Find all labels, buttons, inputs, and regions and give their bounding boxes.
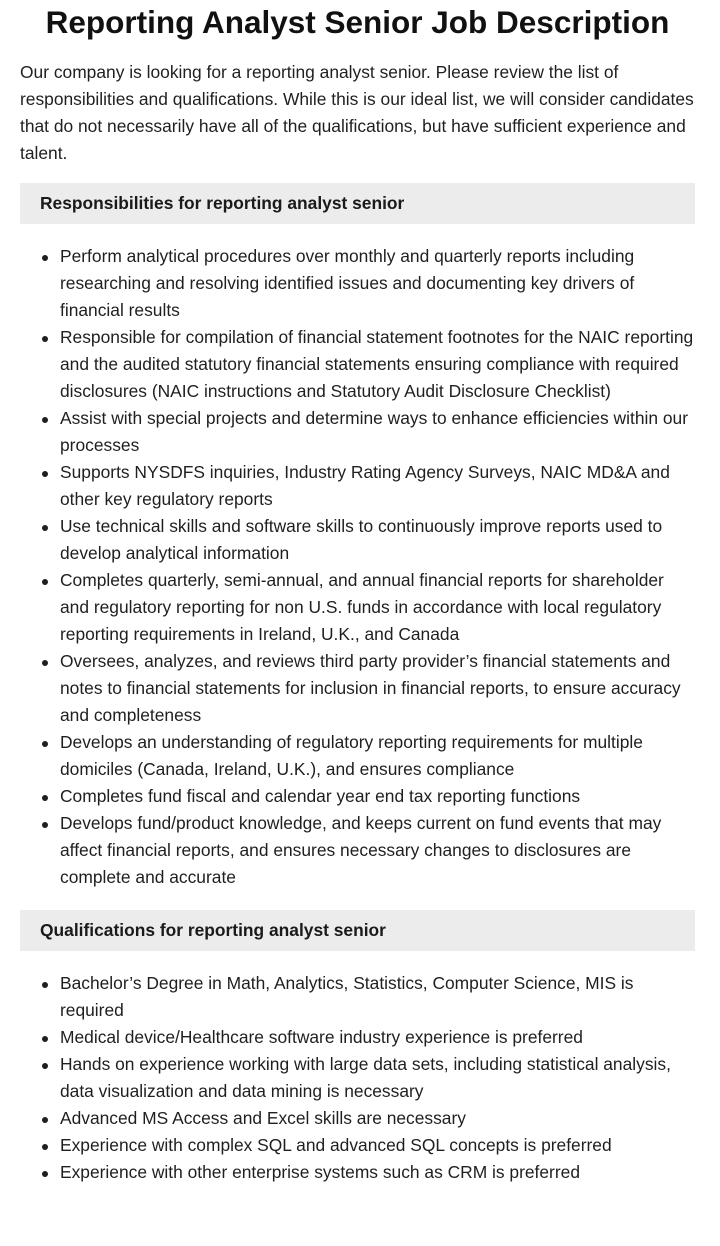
list-item-text: Develops fund/product knowledge, and keeps current on fund events that may affect financial reports, and ensures necessary changes to disclosures are complete and accurate bbox=[60, 813, 662, 887]
list-item bbox=[60, 729, 695, 783]
bullet-icon bbox=[42, 579, 48, 585]
list-item bbox=[60, 324, 695, 405]
bullet-icon bbox=[42, 660, 48, 666]
list-item bbox=[60, 648, 695, 729]
bullet-icon bbox=[42, 336, 48, 342]
list-item-text: Hands on experience working with large data sets, including statistical analysis, data visualization and data mining is necessary bbox=[60, 1054, 671, 1101]
bullet-icon bbox=[42, 1036, 48, 1042]
list-item-text: Assist with special projects and determine ways to enhance efficiencies within our processes bbox=[60, 408, 688, 455]
bullet-icon bbox=[42, 1144, 48, 1150]
list-item-text: Oversees, analyzes, and reviews third party provider’s financial statements and notes to financial statements for inclusion in financial reports, to ensure accuracy and completeness bbox=[60, 651, 681, 725]
bullet-icon bbox=[42, 1117, 48, 1123]
bullet-icon bbox=[42, 1063, 48, 1069]
list-item bbox=[60, 459, 695, 513]
bullet-icon bbox=[42, 741, 48, 747]
bullet-icon bbox=[42, 471, 48, 477]
list-item bbox=[60, 513, 695, 567]
list-item-text: Perform analytical procedures over monthly and quarterly reports including researching and resolving identified issues and documenting key drivers of financial results bbox=[60, 246, 635, 320]
list-item bbox=[60, 970, 695, 1024]
list-item-text: Experience with other enterprise systems such as CRM is preferred bbox=[60, 1162, 580, 1182]
bullet-icon bbox=[42, 822, 48, 828]
list-item-text: Use technical skills and software skills to continuously improve reports used to develop analytical information bbox=[60, 516, 663, 563]
responsibilities-heading: Responsibilities for reporting analyst senior bbox=[20, 183, 695, 224]
list-item bbox=[60, 243, 695, 324]
intro-paragraph: Our company is looking for a reporting analyst senior. Please review the list of responsibilities and qualifications. While this is our ideal list, we will consider candidates that do not necessarily have all of the qualifications, but have sufficient experience and talent. bbox=[20, 62, 694, 163]
list-item bbox=[60, 1132, 695, 1159]
list-item-text: Responsible for compilation of financial statement footnotes for the NAIC reporting and the audited statutory financial statements ensuring compliance with required disclosures (NAIC instructions and Statutory Audit Disclosure Checklist) bbox=[60, 327, 694, 401]
list-item bbox=[60, 1051, 695, 1105]
list-item-text: Experience with complex SQL and advanced SQL concepts is preferred bbox=[60, 1135, 612, 1155]
responsibilities-list bbox=[20, 243, 695, 891]
bullet-icon bbox=[42, 982, 48, 988]
bullet-icon bbox=[42, 255, 48, 261]
list-item bbox=[60, 1105, 695, 1132]
list-item-text: Medical device/Healthcare software industry experience is preferred bbox=[60, 1027, 583, 1047]
list-item bbox=[60, 783, 695, 810]
bullet-icon bbox=[42, 525, 48, 531]
page-title: Reporting Analyst Senior Job Description bbox=[45, 4, 670, 40]
list-item-text: Completes fund fiscal and calendar year end tax reporting functions bbox=[60, 786, 581, 806]
qualifications-list bbox=[20, 970, 695, 1186]
list-item-text: Advanced MS Access and Excel skills are necessary bbox=[60, 1108, 466, 1128]
bullet-icon bbox=[42, 795, 48, 801]
list-item-text: Develops an understanding of regulatory reporting requirements for multiple domiciles (Canada, Ireland, U.K.), and ensures compliance bbox=[60, 732, 643, 779]
list-item bbox=[60, 405, 695, 459]
qualifications-heading: Qualifications for reporting analyst senior bbox=[20, 910, 695, 951]
list-item bbox=[60, 1024, 695, 1051]
list-item bbox=[60, 567, 695, 648]
bullet-icon bbox=[42, 417, 48, 423]
list-item-text: Completes quarterly, semi-annual, and annual financial reports for shareholder and regulatory reporting for non U.S. funds in accordance with local regulatory reporting requirements in Ireland, U.K., and Canada bbox=[60, 570, 664, 644]
list-item bbox=[60, 1159, 695, 1186]
list-item-text: Bachelor’s Degree in Math, Analytics, Statistics, Computer Science, MIS is required bbox=[60, 973, 634, 1020]
list-item-text: Supports NYSDFS inquiries, Industry Rating Agency Surveys, NAIC MD&A and other key regulatory reports bbox=[60, 462, 670, 509]
list-item bbox=[60, 810, 695, 891]
bullet-icon bbox=[42, 1171, 48, 1177]
